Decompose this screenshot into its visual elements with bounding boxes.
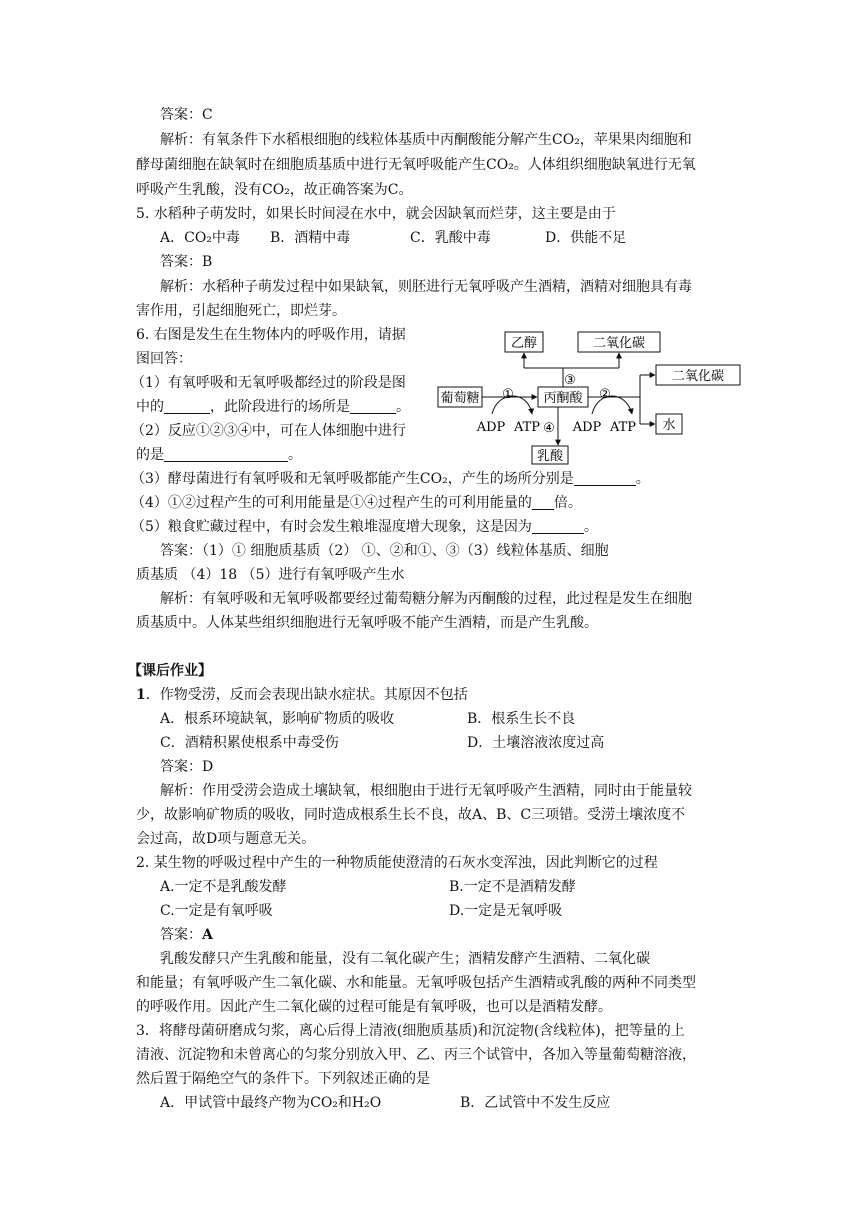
option-b: B.一定不是酒精发酵 [449, 879, 576, 895]
sub-question: （1）有氧呼吸和无氧呼吸都经过的阶段是图 [131, 375, 406, 391]
question-stem: 图回答： [136, 351, 192, 367]
sub-question: 中的 ，此阶段进行的场所是 。 [136, 399, 410, 415]
analysis-text: 少，故影响矿物质的吸收，同时造成根系生长不良，故A、B、C三项错。受涝土壤浓度不 [136, 807, 686, 823]
question-stem: 然后置于隔绝空气的条件下。下列叙述正确的是 [136, 1071, 430, 1087]
analysis-text: 解析：水稻种子萌发过程中如果缺氧，则胚进行无氧呼吸产生酒精，酒精对细胞具有毒 [160, 279, 692, 295]
atp-label-1: ATP [513, 420, 541, 435]
option-c: C．酒精积累使根系中毒受伤 [160, 735, 339, 751]
adp-label-2: ADP [572, 420, 602, 435]
sub-question: （5）粮食贮藏过程中，有时会发生粮堆湿度增大现象，这是因为 。 [131, 519, 598, 535]
step-4-label: ④ [543, 421, 555, 436]
adp-label-1: ADP [476, 420, 506, 435]
analysis-text: 解析：有氧呼吸和无氧呼吸都要经过葡萄糖分解为丙酮酸的过程，此过程是发生在细胞 [160, 591, 692, 607]
analysis-text: 的呼吸作用。因此产生二氧化碳的过程可能是有氧呼吸，也可以是酒精发酵。 [136, 999, 612, 1015]
answer-blank [532, 495, 554, 510]
sub-question: （3）酵母菌进行有氧呼吸和无氧呼吸都能产生CO₂，产生的场所分别是 。 [131, 471, 650, 487]
sub-question: （2）反应①②③④中，可在人体细胞中进行 [131, 423, 406, 439]
question-stem: 3．将酵母菌研磨成匀浆，离心后得上清液(细胞质基质)和沉淀物(含线粒体)，把等量的上 [136, 1023, 685, 1039]
atp-label-2: ATP [609, 420, 637, 435]
step-1-label: ① [502, 387, 514, 402]
answer-text: 答案：C [160, 107, 213, 123]
water-label: 水 [662, 418, 676, 433]
analysis-text: 害作用，引起细胞死亡，即烂芽。 [136, 303, 346, 319]
sub-question: （4）①②过程产生的可利用能量是①④过程产生的可利用能量的 倍。 [131, 495, 582, 511]
answer-text: 答案：D [160, 759, 214, 775]
pyruvate-label: 丙酮酸 [543, 391, 583, 406]
option-a: A.一定不是乳酸发酵 [160, 879, 287, 895]
question-stem: 1．作物受涝，反而会表现出缺水症状。其原因不包括 [136, 687, 468, 703]
adp-atp-curve-2 [592, 396, 632, 414]
step-3-label: ③ [564, 373, 576, 388]
section-title: 【课后作业】 [128, 663, 212, 679]
question-stem: 6. 右图是发生在生物体内的呼吸作用，请据 [136, 327, 406, 343]
option-c: C．乳酸中毒 [410, 230, 491, 246]
lactate-label: 乳酸 [536, 449, 564, 464]
analysis-text: 呼吸产生乳酸，没有CO₂，故正确答案为C。 [136, 182, 413, 198]
step-2-label: ② [599, 387, 611, 402]
option-d: D．土壤溶液浓度过高 [467, 735, 605, 751]
option-b: B．酒精中毒 [270, 230, 351, 246]
question-stem: 5. 水稻种子萌发时，如果长时间浸在水中，就会因缺氧而烂芽，这主要是由于 [136, 206, 616, 222]
respiration-diagram [0, 0, 860, 480]
co2-top-label: 二氧化碳 [592, 336, 646, 351]
analysis-text: 解析：作用受涝会造成土壤缺氧，根细胞由于进行无氧呼吸产生酒精，同时由于能量较 [160, 783, 692, 799]
option-a: A．根系环境缺氧，影响矿物质的吸收 [160, 711, 395, 727]
answer-text: 答案：B [160, 254, 213, 270]
option-b: B．根系生长不良 [467, 711, 576, 727]
analysis-text: 乳酸发酵只产生乳酸和能量，没有二氧化碳产生；酒精发酵产生酒精、二氧化碳 [160, 951, 650, 967]
answer-text: 质基质 （4）18 （5）进行有氧呼吸产生水 [136, 567, 405, 583]
glucose-label: 葡萄糖 [440, 391, 480, 406]
analysis-text: 和能量；有氧呼吸产生二氧化碳、水和能量。无氧呼吸包括产生酒精或乳酸的两种不同类型 [136, 975, 696, 991]
analysis-text: 会过高，故D项与题意无关。 [136, 831, 316, 847]
sub-question: 的是 。 [136, 447, 302, 463]
answer-blank [532, 519, 584, 534]
answer-text: 答案：（1）① 细胞质基质（2） ①、②和①、③（3）线粒体基质、细胞 [160, 543, 609, 559]
option-d: D．供能不足 [545, 230, 627, 246]
option-c: C.一定是有氧呼吸 [160, 903, 273, 919]
ethanol-label: 乙醇 [510, 336, 538, 351]
analysis-text: 质基质中。人体某些组织细胞进行无氧呼吸不能产生酒精，而是产生乳酸。 [136, 615, 598, 631]
option-b: B．乙试管中不发生反应 [460, 1095, 611, 1111]
option-a: A．甲试管中最终产物为CO₂和H₂O [160, 1095, 382, 1111]
question-stem: 2. 某生物的呼吸过程中产生的一种物质能使澄清的石灰水变浑浊，因此判断它的过程 [136, 855, 658, 871]
analysis-text: 酵母菌细胞在缺氧时在细胞质基质中进行无氧呼吸能产生CO₂。人体组织细胞缺氧进行无氧 [136, 157, 696, 173]
option-d: D.一定是无氧呼吸 [449, 903, 563, 919]
question-stem: 清液、沉淀物和未曾离心的匀浆分别放入甲、乙、丙三个试管中，各加入等量葡萄糖溶液， [136, 1047, 696, 1063]
co2-right-label: 二氧化碳 [671, 369, 725, 384]
option-a: A．CO₂中毒 [160, 230, 240, 246]
answer-text: 答案：A [160, 927, 213, 943]
analysis-text: 解析：有氧条件下水稻根细胞的线粒体基质中丙酮酸能分解产生CO₂，苹果果肉细胞和 [160, 132, 692, 148]
